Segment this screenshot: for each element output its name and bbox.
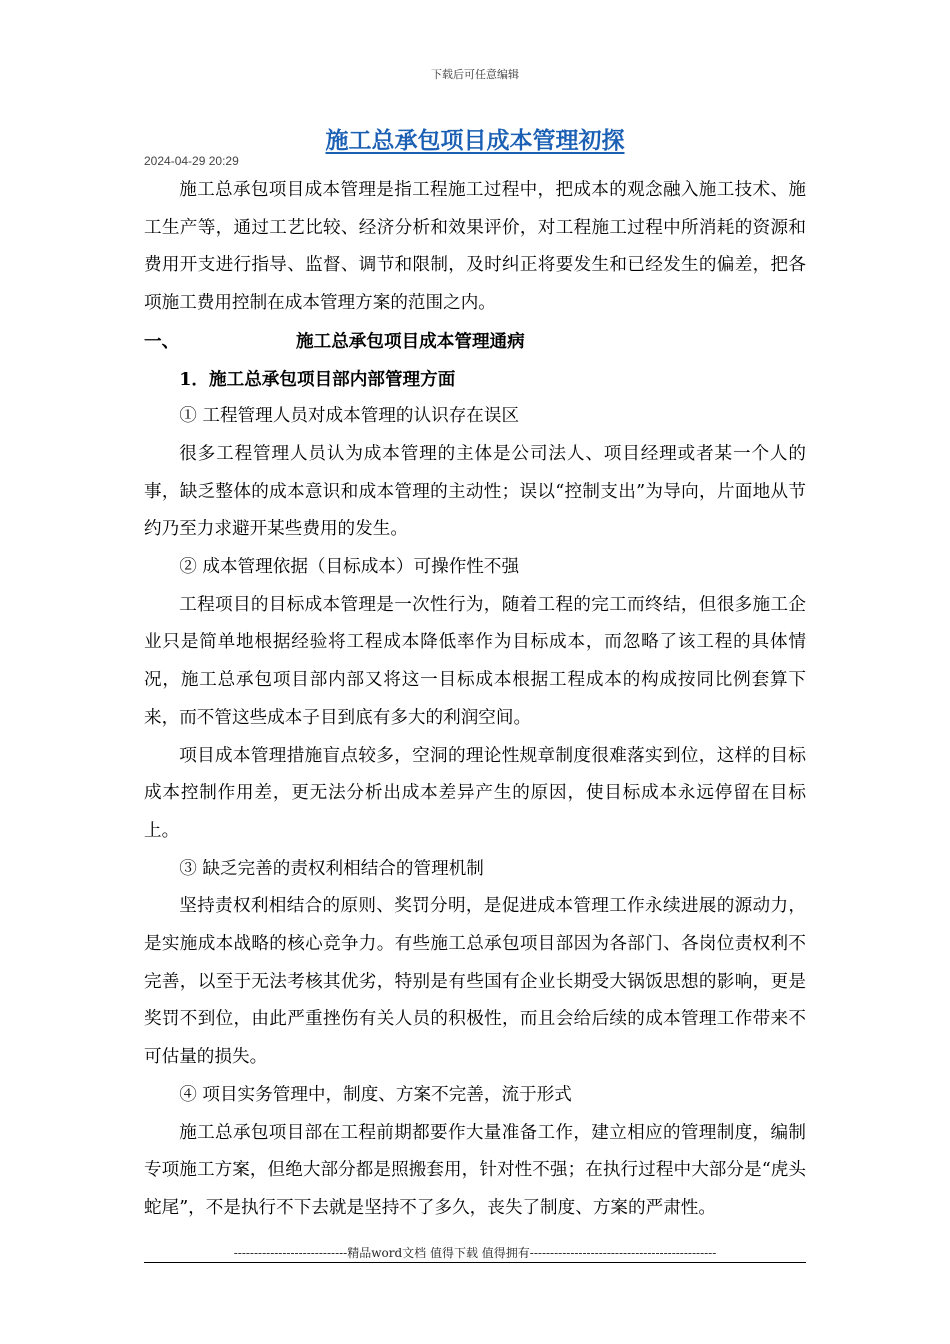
footer-text: ----------------------------精品word文档 值得下载 值得拥有---------------------------------------------- bbox=[233, 1246, 717, 1260]
section-title: 施工总承包项目成本管理通病 bbox=[296, 330, 525, 352]
article-title[interactable] bbox=[0, 122, 950, 155]
item-paragraph-4: 施工总承包项目部在工程前期都要作大量准备工作，建立相应的管理制度，编制专项施工方案，但绝大部分都是照搬套用，针对性不强；在执行过程中大部分是“虎头蛇尾”，不是执行不下去就是坚持不了多久，丧失了制度、方案的严肃性。 bbox=[144, 1122, 806, 1218]
item-paragraph-1: 很多工程管理人员认为成本管理的主体是公司法人、项目经理或者某一个人的事，缺乏整体的成本意识和成本管理的主动性；误以“控制支出”为导向，片面地从节约乃至力求避开某些费用的发生。 bbox=[144, 443, 806, 540]
article-date: 2024-04-29 20:29 bbox=[144, 154, 239, 168]
section-heading bbox=[144, 323, 806, 361]
footer-divider bbox=[144, 1262, 806, 1263]
section-number: 一、 bbox=[144, 330, 180, 352]
intro-paragraph: 施工总承包项目成本管理是指工程施工过程中，把成本的观念融入施工技术、施工生产等，通过工艺比较、经济分析和效果评价，对工程施工过程中所消耗的资源和费用开支进行指导、监督、调节和限制，及时纠正将要发生和已经发生的偏差，把各项施工费用控制在成本管理方案的范围之内。 bbox=[144, 180, 806, 314]
item-paragraph-2b: 项目成本管理措施盲点较多，空洞的理论性规章制度很难落实到位，这样的目标成本控制作用差，更无法分析出成本差异产生的原因，使目标成本永远停留在目标上。 bbox=[144, 745, 806, 841]
subsection-heading: 1．施工总承包项目部内部管理方面 bbox=[179, 368, 456, 390]
item-title-3: ③ 缺乏完善的责权利相结合的管理机制 bbox=[179, 858, 484, 879]
item-title-2: ② 成本管理依据（目标成本）可操作性不强 bbox=[179, 557, 520, 578]
article-title-link[interactable]: 施工总承包项目成本管理初探 bbox=[325, 127, 625, 154]
item-paragraph-3: 坚持责权利相结合的原则、奖罚分明，是促进成本管理工作永续进展的源动力，是实施成本战略的核心竞争力。有些施工总承包项目部因为各部门、各岗位责权利不完善，以至于无法考核其优劣，特别是有些国有企业长期受大锅饭思想的影响，更是奖罚不到位，由此严重挫伤有关人员的积极性，而且会给后续的成本管理工作带来不可估量的损失。 bbox=[144, 896, 806, 1068]
item-title-1: ① 工程管理人员对成本管理的认识存在误区 bbox=[179, 406, 520, 427]
header-note: 下载后可任意编辑 bbox=[431, 68, 519, 81]
article-body bbox=[144, 172, 806, 1228]
item-paragraph-2a: 工程项目的目标成本管理是一次性行为，随着工程的完工而终结，但很多施工企业只是简单地根据经验将工程成本降低率作为目标成本，而忽略了该工程的具体情况，施工总承包项目部内部又将这一目标成本根据工程成本的构成按同比例套算下来，而不管这些成本子目到底有多大的利润空间。 bbox=[144, 594, 806, 728]
item-title-4: ④ 项目实务管理中，制度、方案不完善，流于形式 bbox=[179, 1084, 572, 1105]
